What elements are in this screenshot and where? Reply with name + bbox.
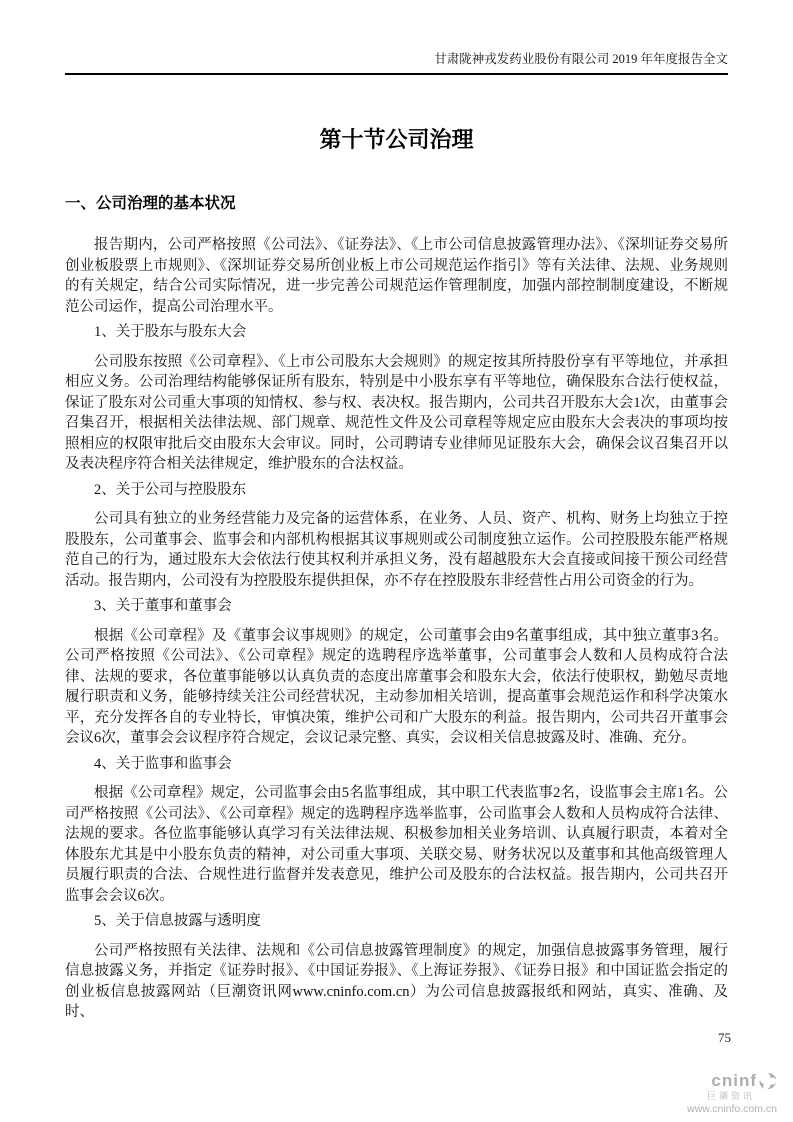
cninfo-logo-text: cninf bbox=[711, 1071, 757, 1091]
subsection-heading-1: 1、关于股东与股东大会 bbox=[94, 324, 247, 340]
subsection-body-3: 根据《公司章程》及《董事会议事规则》的规定，公司董事会由9名董事组成，其中独立董事3名。公司严格按照《公司法》、《公司章程》规定的选聘程序选举董事，公司董事会人数和人员构成符合法律、法规的要求，各位董事能够以认真负责的态度出席董事会和股东大会，依法行使职权，勤勉尽责地履行职责和义务，能够持续关注公司经营状况，主动参加相关培训，提高董事会规范运作和科学决策水平，充分发挥各自的专业特长，审慎决策，维护公司和广大股东的利益。报告期内，公司共召开董事会会议6次，董事会会议程序符合规定，会议记录完整、真实，会议相关信息披露及时、准确、充分。 bbox=[65, 627, 728, 746]
subsection-body-4: 根据《公司章程》规定，公司监事会由5名监事组成，其中职工代表监事2名，设监事会主席1名。公司严格按照《公司法》、《公司章程》规定的选聘程序选举监事，公司监事会人数和人员构成符合法律、法规的要求。各位监事能够认真学习有关法律法规、积极参加相关业务培训、认真履行职责，本着对全体股东尤其是中小股东负责的精神，对公司重大事项、关联交易、财务状况以及董事和其他高级管理人员履行职责的合法、合规性进行监督并发表意见，维护公司及股东的合法权益。报告期内，公司共召开监事会会议6次。 bbox=[65, 785, 728, 904]
section-heading: 一、公司治理的基本状况 bbox=[65, 195, 236, 212]
chapter-title: 第十节公司治理 bbox=[319, 127, 474, 152]
subsection-body-5: 公司严格按照有关法律、法规和《公司信息披露管理制度》的规定，加强信息披露事务管理，履行信息披露义务，并指定《证券时报》、《中国证券报》、《上海证券报》、《证券日报》和中国证监会指定的创业板信息披露网站（巨潮资讯网www.cninfo.com.cn）为公司信息披露报纸和网站，真实、准确、及时、 bbox=[65, 942, 728, 1020]
subsection-heading-4: 4、关于监事和监事会 bbox=[94, 755, 232, 772]
subsection-body-2: 公司具有独立的业务经营能力及完备的运营体系，在业务、人员、资产、机构、财务上均独立于控股股东，公司董事会、监事会和内部机构根据其议事规则或公司制度独立运作。公司控股股东能严格规范自己的行为，通过股东大会依法行使其权利并承担义务，没有超越股东大会直接或间接干预公司经营活动。报告期内，公司没有为控股股东提供担保，亦不存在控股股东非经营性占用公司资金的行为。 bbox=[65, 511, 728, 589]
page-header bbox=[65, 0, 728, 75]
cninfo-logo-chinese: 巨潮资讯 bbox=[706, 1091, 755, 1101]
subsection-heading-2: 2、关于公司与控股股东 bbox=[94, 481, 247, 498]
page-number: 75 bbox=[718, 1030, 731, 1045]
subsection-heading-3: 3、关于董事和董事会 bbox=[94, 598, 232, 614]
document-content bbox=[65, 125, 728, 1023]
intro-paragraph: 报告期内，公司严格按照《公司法》、《证券法》、《上市公司信息披露管理办法》、《深圳证券交易所创业板股票上市规则》、《深圳证券交易所创业板上市公司规范运作指引》等有关法律、法规、业务规则的有关规定，结合公司实际情况，进一步完善公司规范运作管理制度，加强内部控制制度建设，不断规范公司运作，提高公司治理水平。 bbox=[65, 237, 728, 315]
cninfo-swirl-icon bbox=[758, 1072, 777, 1091]
cninfo-logo-url: www.cninfo.com.cn bbox=[687, 1102, 777, 1115]
subsection-body-1: 公司股东按照《公司章程》、《上市公司股东大会规则》的规定按其所持股份享有平等地位，并承担相应义务。公司治理结构能够保证所有股东，特别是中小股东享有平等地位，确保股东合法行使权益，保证了股东对公司重大事项的知情权、参与权、表决权。报告期内，公司共召开股东大会1次，由董事会召集召开，根据相关法律法规、部门规章、规范性文件及公司章程等规定应由股东大会表决的事项均按照相应的权限审批后交由股东大会审议。同时，公司聘请专业律师见证股东大会，确保会议召集召开以及表决程序符合相关法律规定，维护股东的合法权益。 bbox=[65, 353, 728, 472]
header-title: 甘肃陇神戎发药业股份有限公司 2019 年年度报告全文 bbox=[434, 52, 728, 66]
cninfo-logo bbox=[687, 1072, 777, 1115]
subsection-heading-5: 5、关于信息披露与透明度 bbox=[94, 913, 261, 929]
